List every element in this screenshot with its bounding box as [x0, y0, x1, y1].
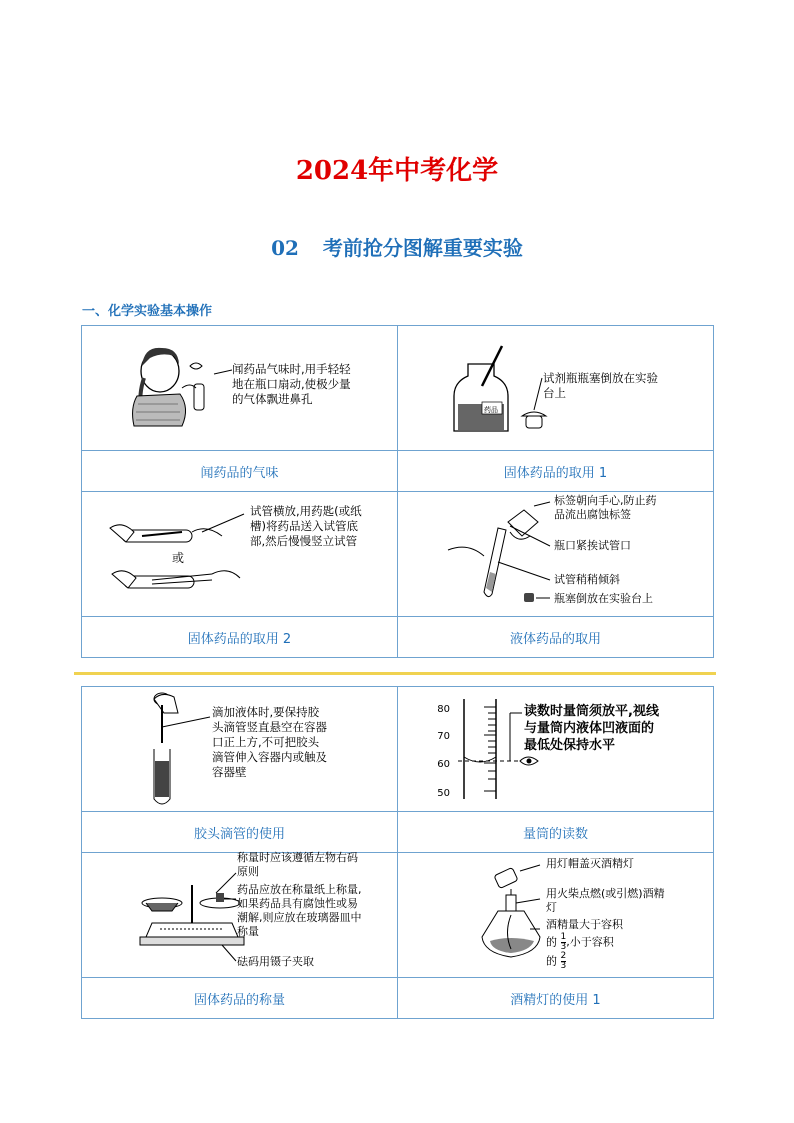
caption-dropper: 胶头滴管的使用: [82, 812, 398, 853]
experiment-table-2: [81, 686, 714, 1019]
lamp-volume-pre-1: 的: [546, 935, 557, 949]
subtitle-text: 考前抢分图解重要实验: [322, 236, 523, 260]
tick-50: 50: [437, 788, 450, 799]
balance-note-paper: 药品应放在称量纸上称量,如果药品具有腐蚀性或易潮解,则应放在玻璃器皿中称量: [237, 883, 362, 938]
balance-note-left-right: 称量时应该遵循左物右码原则: [237, 851, 358, 878]
fraction-2-den: 3: [560, 961, 567, 971]
subtitle-number: 02: [271, 236, 299, 260]
document-title: 2024年中考化学: [295, 156, 499, 186]
tick-80: 80: [437, 704, 450, 715]
cell-dropper-illustration: [82, 687, 398, 812]
cell-solid-1-illustration: [398, 326, 714, 451]
fraction-two-thirds: [561, 952, 567, 971]
cell-lamp-illustration: [398, 853, 714, 978]
cell-solid-2-illustration: [82, 492, 398, 617]
experiment-table-1: [81, 325, 714, 658]
fraction-2-num: 2: [560, 951, 567, 961]
cylinder-note: 读数时量筒须放平,视线与量筒内液体凹液面的最低处保持水平: [524, 704, 659, 753]
or-label: 或: [172, 551, 185, 565]
cell-smell-illustration: [82, 326, 398, 451]
caption-solid-2: 固体药品的取用 2: [82, 617, 398, 658]
tick-70: 70: [437, 731, 450, 742]
document-subtitle: [0, 232, 794, 261]
lamp-note-cap: 用灯帽盖灭酒精灯: [546, 857, 634, 870]
lamp-volume-pre-2: 的: [546, 954, 557, 968]
caption-lamp: 酒精灯的使用 1: [398, 978, 714, 1019]
smell-note: 闻药品气味时,用手轻轻地在瓶口扇动,使极少量的气体飘进鼻孔: [232, 362, 351, 406]
liquid-note-label: 标签朝向手心,防止药品流出腐蚀标签: [554, 494, 657, 521]
lamp-volume-post-1: ,小于容积: [566, 935, 614, 949]
cell-balance-illustration: [82, 853, 398, 978]
fraction-1-den: 3: [560, 942, 567, 952]
section-heading: 一、化学实验基本操作: [82, 304, 213, 319]
spoon-note: 试管横放,用药匙(或纸槽)将药品送入试管底部,然后慢慢竖立试管: [250, 504, 362, 548]
caption-cylinder: 量筒的读数: [398, 812, 714, 853]
liquid-note-mouth: 瓶口紧挨试管口: [554, 539, 631, 552]
bottle-label: 药品: [484, 406, 498, 414]
cell-liquid-illustration: [398, 492, 714, 617]
liquid-note-stopper: 瓶塞倒放在实验台上: [554, 592, 653, 605]
stopper-note: 试剂瓶瓶塞倒放在实验台上: [543, 371, 658, 400]
liquid-note-tilt: 试管稍稍倾斜: [554, 573, 620, 586]
lamp-volume-note: [546, 917, 623, 971]
cell-cylinder-illustration: [398, 687, 714, 812]
balance-note-tweezers: 砝码用镊子夹取: [237, 955, 314, 968]
caption-balance: 固体药品的称量: [82, 978, 398, 1019]
dropper-note: 滴加液体时,要保持胶头滴管竖直悬空在容器口正上方,不可把胶头滴管伸入容器内或触及容器壁: [212, 705, 327, 779]
caption-liquid: 液体药品的取用: [398, 617, 714, 658]
caption-solid-1: 固体药品的取用 1: [398, 451, 714, 492]
fraction-1-num: 1: [560, 932, 567, 942]
tick-60: 60: [437, 759, 450, 770]
caption-smell: 闻药品的气味: [82, 451, 398, 492]
lamp-note-ignite: 用火柴点燃(或引燃)酒精灯: [546, 887, 665, 914]
section-divider: [74, 672, 716, 675]
lamp-volume-lead: 酒精量大于容积: [546, 918, 623, 931]
